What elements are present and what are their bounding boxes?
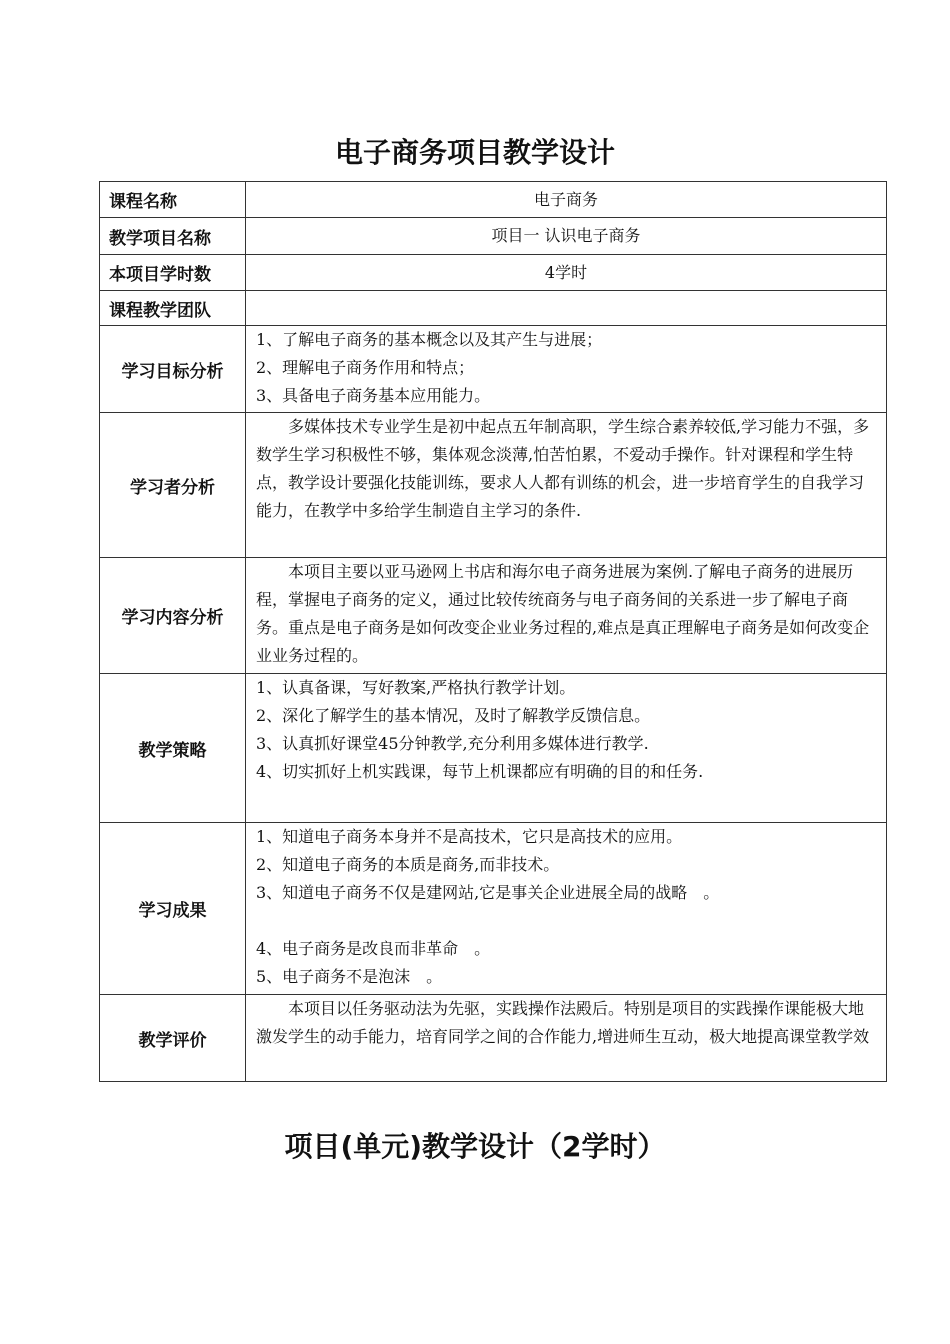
evaluation-paragraph: 本项目以任务驱动法为先驱，实践操作法殿后。特别是项目的实践操作课能极大地激发学生的动手能力，培育同学之间的合作能力,增进师生互动，极大地提高课堂教学效 [256, 999, 870, 1046]
table-row [100, 182, 887, 218]
value-team [246, 291, 887, 326]
objective-line: 1、了解电子商务的基本概念以及其产生与进展； [256, 330, 603, 349]
table-row [100, 674, 887, 823]
value-course-name: 电子商务 [246, 182, 887, 218]
table-row [100, 413, 887, 558]
outcome-line: 3、知道电子商务不仅是建网站,它是事关企业进展全局的战略 。 [256, 883, 720, 902]
label-team: 课程教学团队 [100, 291, 246, 326]
outcome-line: 4、电子商务是改良而非革命 。 [256, 939, 491, 958]
label-project-name: 教学项目名称 [100, 218, 246, 255]
table-row [100, 218, 887, 255]
strategy-line: 4、切实抓好上机实践课，每节上机课都应有明确的目的和任务. [256, 762, 704, 781]
value-learners [246, 413, 887, 558]
value-project-name: 项目一 认识电子商务 [246, 218, 887, 255]
outcome-blank-line [256, 907, 878, 935]
objective-line: 2、理解电子商务作用和特点； [256, 358, 475, 377]
value-objectives [246, 326, 887, 413]
table-row [100, 255, 887, 291]
learners-paragraph: 多媒体技术专业学生是初中起点五年制高职，学生综合素养较低,学习能力不强，多数学生学习积极性不够，集体观念淡薄,怕苦怕累，不爱动手操作。针对课程和学生特点，教学设计要强化技能训练，要求人人都有训练的机会，进一步培育学生的自我学习能力，在教学中多给学生制造自主学习的条件. [256, 417, 870, 520]
objective-line: 3、具备电子商务基本应用能力。 [256, 386, 491, 405]
label-outcomes: 学习成果 [100, 823, 246, 995]
label-objectives: 学习目标分析 [100, 326, 246, 413]
strategy-line: 3、认真抓好课堂45分钟教学,充分利用多媒体进行教学. [256, 734, 649, 753]
page-title: 电子商务项目教学设计 [334, 136, 615, 169]
outcome-line: 2、知道电子商务的本质是商务,而非技术。 [256, 855, 560, 874]
label-content: 学习内容分析 [100, 558, 246, 674]
label-hours: 本项目学时数 [100, 255, 246, 291]
label-course-name: 课程名称 [100, 182, 246, 218]
table-row [100, 291, 887, 326]
content-paragraph: 本项目主要以亚马逊网上书店和海尔电子商务进展为案例.了解电子商务的进展历程，掌握电子商务的定义，通过比较传统商务与电子商务间的关系进一步了解电子商务。重点是电子商务是如何改变企业业务过程的,难点是真正理解电子商务是如何改变企业业务过程的。 [256, 562, 870, 665]
value-content [246, 558, 887, 674]
value-strategy [246, 674, 887, 823]
label-learners: 学习者分析 [100, 413, 246, 558]
table-row [100, 823, 887, 995]
strategy-line: 1、认真备课，写好教案,严格执行教学计划。 [256, 678, 576, 697]
outcome-line: 1、知道电子商务本身并不是高技术，它只是高技术的应用。 [256, 827, 683, 846]
label-strategy: 教学策略 [100, 674, 246, 823]
value-evaluation [246, 995, 887, 1082]
value-outcomes [246, 823, 887, 995]
table-row [100, 558, 887, 674]
outcome-line: 5、电子商务不是泡沫 。 [256, 967, 443, 986]
teaching-design-table [99, 181, 887, 1082]
table-row [100, 326, 887, 413]
label-evaluation: 教学评价 [100, 995, 246, 1082]
section-title: 项目(单元)教学设计（2学时） [284, 1130, 666, 1163]
table-row [100, 995, 887, 1082]
strategy-line: 2、深化了解学生的基本情况，及时了解教学反馈信息。 [256, 706, 651, 725]
value-hours: 4学时 [246, 255, 887, 291]
